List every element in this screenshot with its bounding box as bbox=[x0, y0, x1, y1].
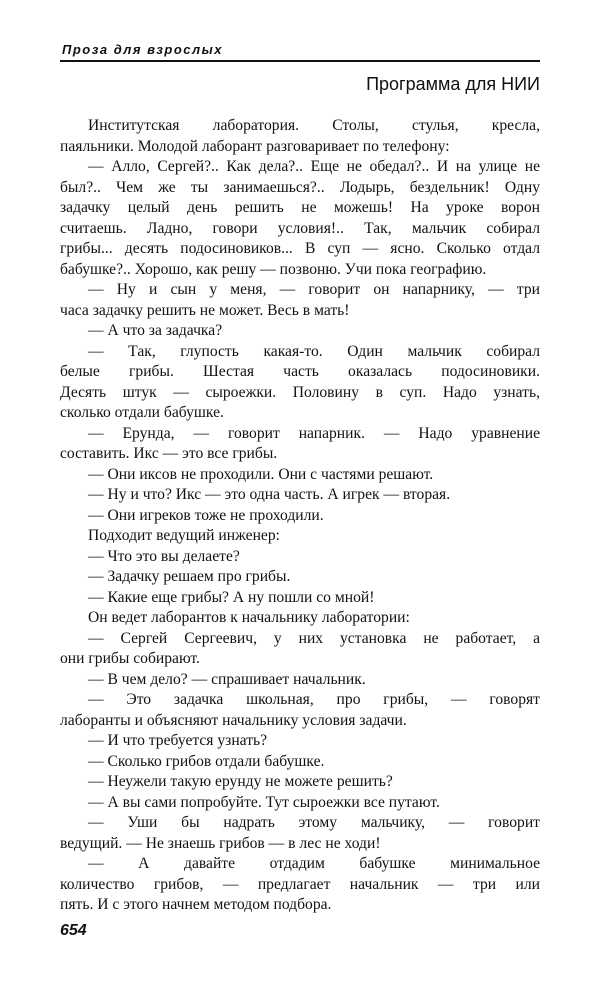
text-line: грибы... десять подосиновиков... В суп — ясно. Сколько отдал bbox=[60, 240, 540, 257]
text-line: ведущий. — Не знаешь грибов — в лес не ходи! bbox=[60, 834, 381, 852]
text-line: — Что это вы делаете? bbox=[88, 547, 240, 565]
text-line: — Это задачка школьная, про грибы, — говорят bbox=[88, 691, 540, 708]
text-line: — А вы сами попробуйте. Тут сыроежки все путают. bbox=[88, 793, 440, 811]
story-title: Программа для НИИ bbox=[366, 74, 540, 94]
text-line: белые грибы. Шестая часть оказалась подосиновики. bbox=[60, 363, 540, 380]
text-line: лаборанты и объясняют начальнику условия задачи. bbox=[60, 711, 407, 729]
text-line: — А давайте отдадим бабушке минимальное bbox=[88, 855, 540, 872]
text-line: часа задачку решить не может. Весь в мать! bbox=[60, 301, 350, 319]
text-line: был?.. Чем же ты занимаешься?.. Лодырь, бездельник! Одну bbox=[60, 178, 540, 196]
text-line: — Ну и что? Икс — это одна часть. А игрек — вторая. bbox=[88, 486, 451, 503]
text-line: — Уши бы надрать этому мальчику, — говорит bbox=[88, 814, 540, 831]
text-line: паяльники. Молодой лаборант разговаривает по телефону: bbox=[60, 137, 450, 155]
text-line: — Задачку решаем про грибы. bbox=[88, 568, 291, 585]
text-line: — Ну и сын у меня, — говорит он напарнику, — три bbox=[88, 281, 540, 298]
text-line: — Сколько грибов отдали бабушке. bbox=[88, 752, 325, 770]
text-line: Десять штук — сыроежки. Половину в суп. Надо узнать, bbox=[60, 383, 540, 401]
header-rule bbox=[60, 60, 540, 62]
text-line: — В чем дело? — спрашивает начальник. bbox=[88, 670, 366, 688]
text-line: составить. Икс — это все грибы. bbox=[60, 445, 278, 462]
text-line: бабушке?.. Хорошо, как решу — позвоню. Учи пока географию. bbox=[60, 260, 487, 278]
text-line: Подходит ведущий инженер: bbox=[88, 527, 280, 544]
text-line: Институтская лаборатория. Столы, стулья, кресла, bbox=[88, 117, 540, 134]
text-line: — Они игреков тоже не проходили. bbox=[88, 506, 324, 524]
text-line: — Сергей Сергеевич, у них установка не работает, а bbox=[88, 629, 540, 647]
text-line: сколько отдали бабушке. bbox=[60, 404, 224, 421]
text-line: — И что требуется узнать? bbox=[88, 732, 268, 749]
page-number: 654 bbox=[60, 922, 87, 939]
text-line: они грибы собирают. bbox=[60, 650, 200, 667]
running-head: Проза для взрослых bbox=[62, 42, 223, 57]
text-line: Он ведет лаборантов к начальнику лаборатории: bbox=[88, 609, 410, 626]
text-line: — Так, глупость какая-то. Один мальчик собирал bbox=[88, 342, 540, 360]
text-line: пять. И с этого начнем методом подбора. bbox=[60, 896, 332, 913]
text-line: задачку целый день решить не можешь! На уроке ворон bbox=[60, 199, 540, 216]
text-line: — Они иксов не проходили. Они с частями решают. bbox=[88, 465, 434, 483]
text-line: — Алло, Сергей?.. Как дела?.. Еще не обедал?.. И на улице не bbox=[88, 158, 540, 175]
text-line: — Неужели такую ерунду не можете решить? bbox=[88, 773, 393, 790]
body-text bbox=[60, 116, 540, 916]
text-line: — Какие еще грибы? А ну пошли со мной! bbox=[88, 588, 375, 606]
text-line: количество грибов, — предлагает начальник — три или bbox=[60, 875, 540, 893]
text-line: считаешь. Ладно, говори условия!.. Так, мальчик собирал bbox=[60, 219, 540, 237]
text-line: — А что за задачка? bbox=[88, 322, 223, 339]
text-line: — Ерунда, — говорит напарник. — Надо уравнение bbox=[88, 424, 540, 442]
